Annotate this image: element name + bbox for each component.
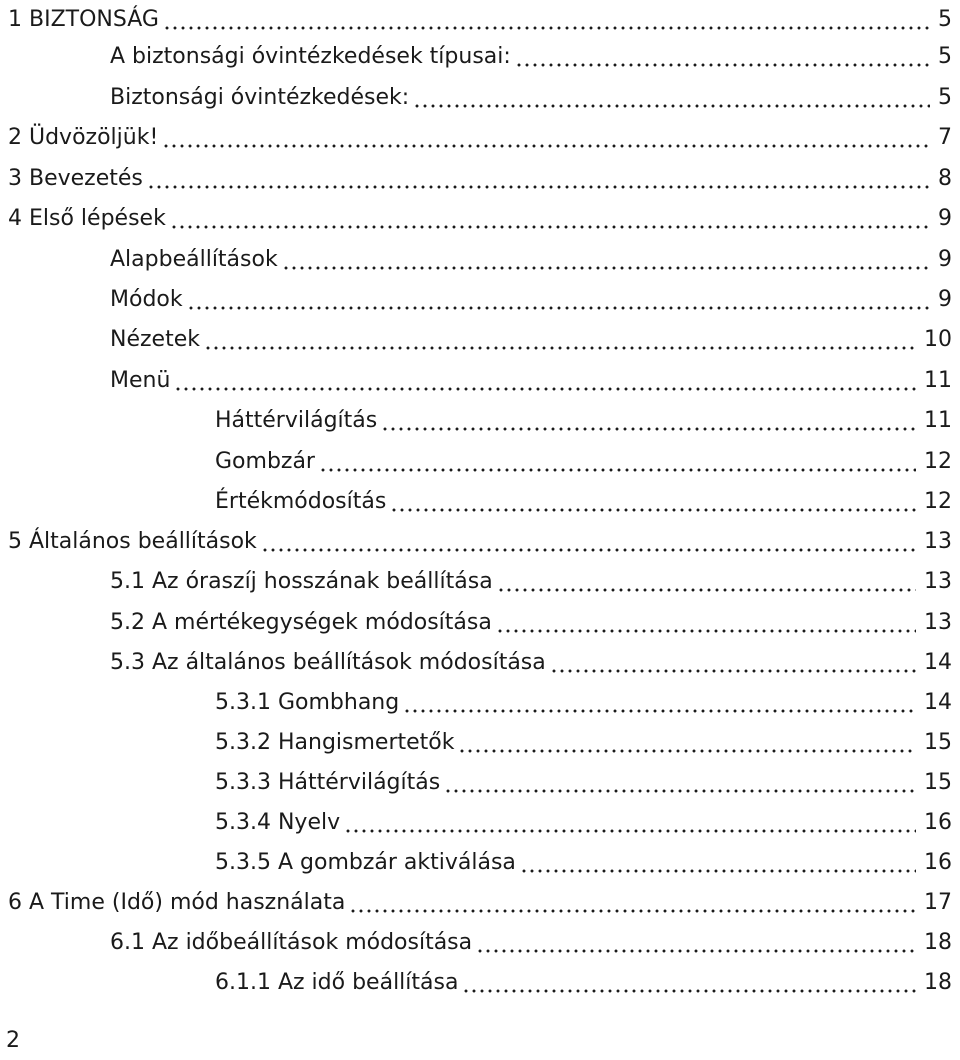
toc-entry-page: 11 — [924, 368, 952, 393]
toc-entry-title: Háttérvilágítás — [215, 408, 378, 433]
toc-entry[interactable] — [110, 361, 952, 401]
toc-entry-page: 15 — [924, 730, 952, 755]
toc-entry-title: 2 Üdvözöljük! — [8, 125, 159, 150]
toc-entry-page: 12 — [924, 449, 952, 474]
toc-entry-title: 1 BIZTONSÁG — [8, 7, 159, 32]
toc-entry-page: 16 — [924, 810, 952, 835]
toc-entry-title: 6.1.1 Az idő beállítása — [215, 970, 459, 995]
dot-leader — [520, 868, 916, 874]
toc-entry[interactable] — [110, 280, 952, 320]
toc-entry-title: 5.3 Az általános beállítások módosítása — [110, 650, 546, 675]
dot-leader — [496, 628, 916, 634]
toc-entry[interactable] — [8, 199, 952, 239]
toc-entry-page: 14 — [924, 690, 952, 715]
toc-entry-title: 4 Első lépések — [8, 206, 166, 231]
page-number: 2 — [6, 1028, 20, 1053]
toc-entry-page: 7 — [938, 125, 952, 150]
dot-leader — [187, 305, 930, 311]
toc-entry[interactable] — [110, 78, 952, 118]
toc-entry-title: 5 Általános beállítások — [8, 529, 257, 554]
toc-entry-title: 5.2 A mértékegységek módosítása — [110, 610, 492, 635]
toc-entry[interactable] — [110, 320, 952, 360]
dot-leader — [476, 948, 916, 954]
toc-entry-page: 11 — [924, 408, 952, 433]
toc-entry-page: 14 — [924, 650, 952, 675]
toc-entry-title: 5.3.4 Nyelv — [215, 810, 341, 835]
toc-entry[interactable] — [8, 159, 952, 199]
toc-entry-page: 16 — [924, 850, 952, 875]
dot-leader — [515, 62, 930, 68]
toc-entry-title: Nézetek — [110, 327, 200, 352]
toc-entry-page: 5 — [938, 7, 952, 32]
toc-entry-title: 5.3.5 A gombzár aktiválása — [215, 850, 516, 875]
toc-entry-page: 13 — [924, 610, 952, 635]
toc-entry-page: 8 — [938, 166, 952, 191]
toc-entry-title: Értékmódosítás — [215, 489, 387, 514]
dot-leader — [349, 908, 916, 914]
toc-entry[interactable] — [8, 522, 952, 562]
dot-leader — [261, 547, 916, 553]
toc-entry[interactable] — [215, 442, 952, 482]
dot-leader — [319, 467, 916, 473]
toc-entry[interactable] — [110, 240, 952, 280]
toc-entry-page: 5 — [938, 44, 952, 69]
toc-entry-page: 9 — [938, 247, 952, 272]
toc-entry[interactable] — [215, 843, 952, 883]
toc-entry[interactable] — [110, 603, 952, 643]
toc-entry-page: 13 — [924, 569, 952, 594]
toc-entry-page: 18 — [924, 970, 952, 995]
dot-leader — [170, 224, 930, 230]
toc-entry[interactable] — [8, 118, 952, 158]
dot-leader — [163, 25, 930, 31]
dot-leader — [444, 788, 916, 794]
toc-entry-title: Gombzár — [215, 449, 315, 474]
dot-leader — [390, 507, 916, 513]
dot-leader — [344, 828, 916, 834]
dot-leader — [550, 668, 916, 674]
dot-leader — [282, 265, 930, 271]
dot-leader — [174, 386, 916, 392]
toc-entry[interactable] — [110, 923, 952, 963]
toc-entry[interactable] — [215, 763, 952, 803]
toc-entry-page: 13 — [924, 529, 952, 554]
toc-entry-title: Menü — [110, 368, 171, 393]
dot-leader — [458, 748, 916, 754]
toc-entry[interactable] — [110, 562, 952, 602]
toc-entry[interactable] — [110, 643, 952, 683]
toc-entry-page: 15 — [924, 770, 952, 795]
dot-leader — [162, 143, 930, 149]
dot-leader — [381, 426, 916, 432]
toc-entry[interactable] — [110, 37, 952, 77]
toc-entry-page: 5 — [938, 85, 952, 110]
toc-entry[interactable] — [215, 963, 952, 1003]
dot-leader — [497, 587, 916, 593]
toc-entry[interactable] — [215, 803, 952, 843]
toc-entry-title: 5.1 Az óraszíj hosszának beállítása — [110, 569, 493, 594]
toc-entry-page: 18 — [924, 930, 952, 955]
toc-entry[interactable] — [8, 883, 952, 923]
toc-entry-title: Módok — [110, 287, 183, 312]
toc-entry[interactable] — [215, 401, 952, 441]
dot-leader — [403, 708, 916, 714]
dot-leader — [462, 988, 916, 994]
toc-entry-title: Alapbeállítások — [110, 247, 278, 272]
dot-leader — [204, 345, 916, 351]
toc-entry[interactable] — [215, 723, 952, 763]
toc-entry-title: 5.3.3 Háttérvilágítás — [215, 770, 441, 795]
toc-entry-title: 6.1 Az időbeállítások módosítása — [110, 930, 473, 955]
toc-entry-title: 6 A Time (Idő) mód használata — [8, 890, 346, 915]
toc-entry-title: Biztonsági óvintézkedések: — [110, 85, 410, 110]
dot-leader — [147, 184, 930, 190]
toc-entry-title: 3 Bevezetés — [8, 166, 143, 191]
toc-entry-title: 5.3.1 Gombhang — [215, 690, 400, 715]
toc-entry[interactable] — [215, 683, 952, 723]
toc-entry-page: 12 — [924, 489, 952, 514]
toc-entry-page: 10 — [924, 327, 952, 352]
toc-entry-page: 17 — [924, 890, 952, 915]
toc-entry-page: 9 — [938, 287, 952, 312]
dot-leader — [413, 103, 930, 109]
toc-entry[interactable] — [215, 482, 952, 522]
toc-entry-title: 5.3.2 Hangismertetők — [215, 730, 455, 755]
toc-entry[interactable] — [8, 0, 952, 40]
toc-entry-title: A biztonsági óvintézkedések típusai: — [110, 44, 511, 69]
toc-entry-page: 9 — [938, 206, 952, 231]
